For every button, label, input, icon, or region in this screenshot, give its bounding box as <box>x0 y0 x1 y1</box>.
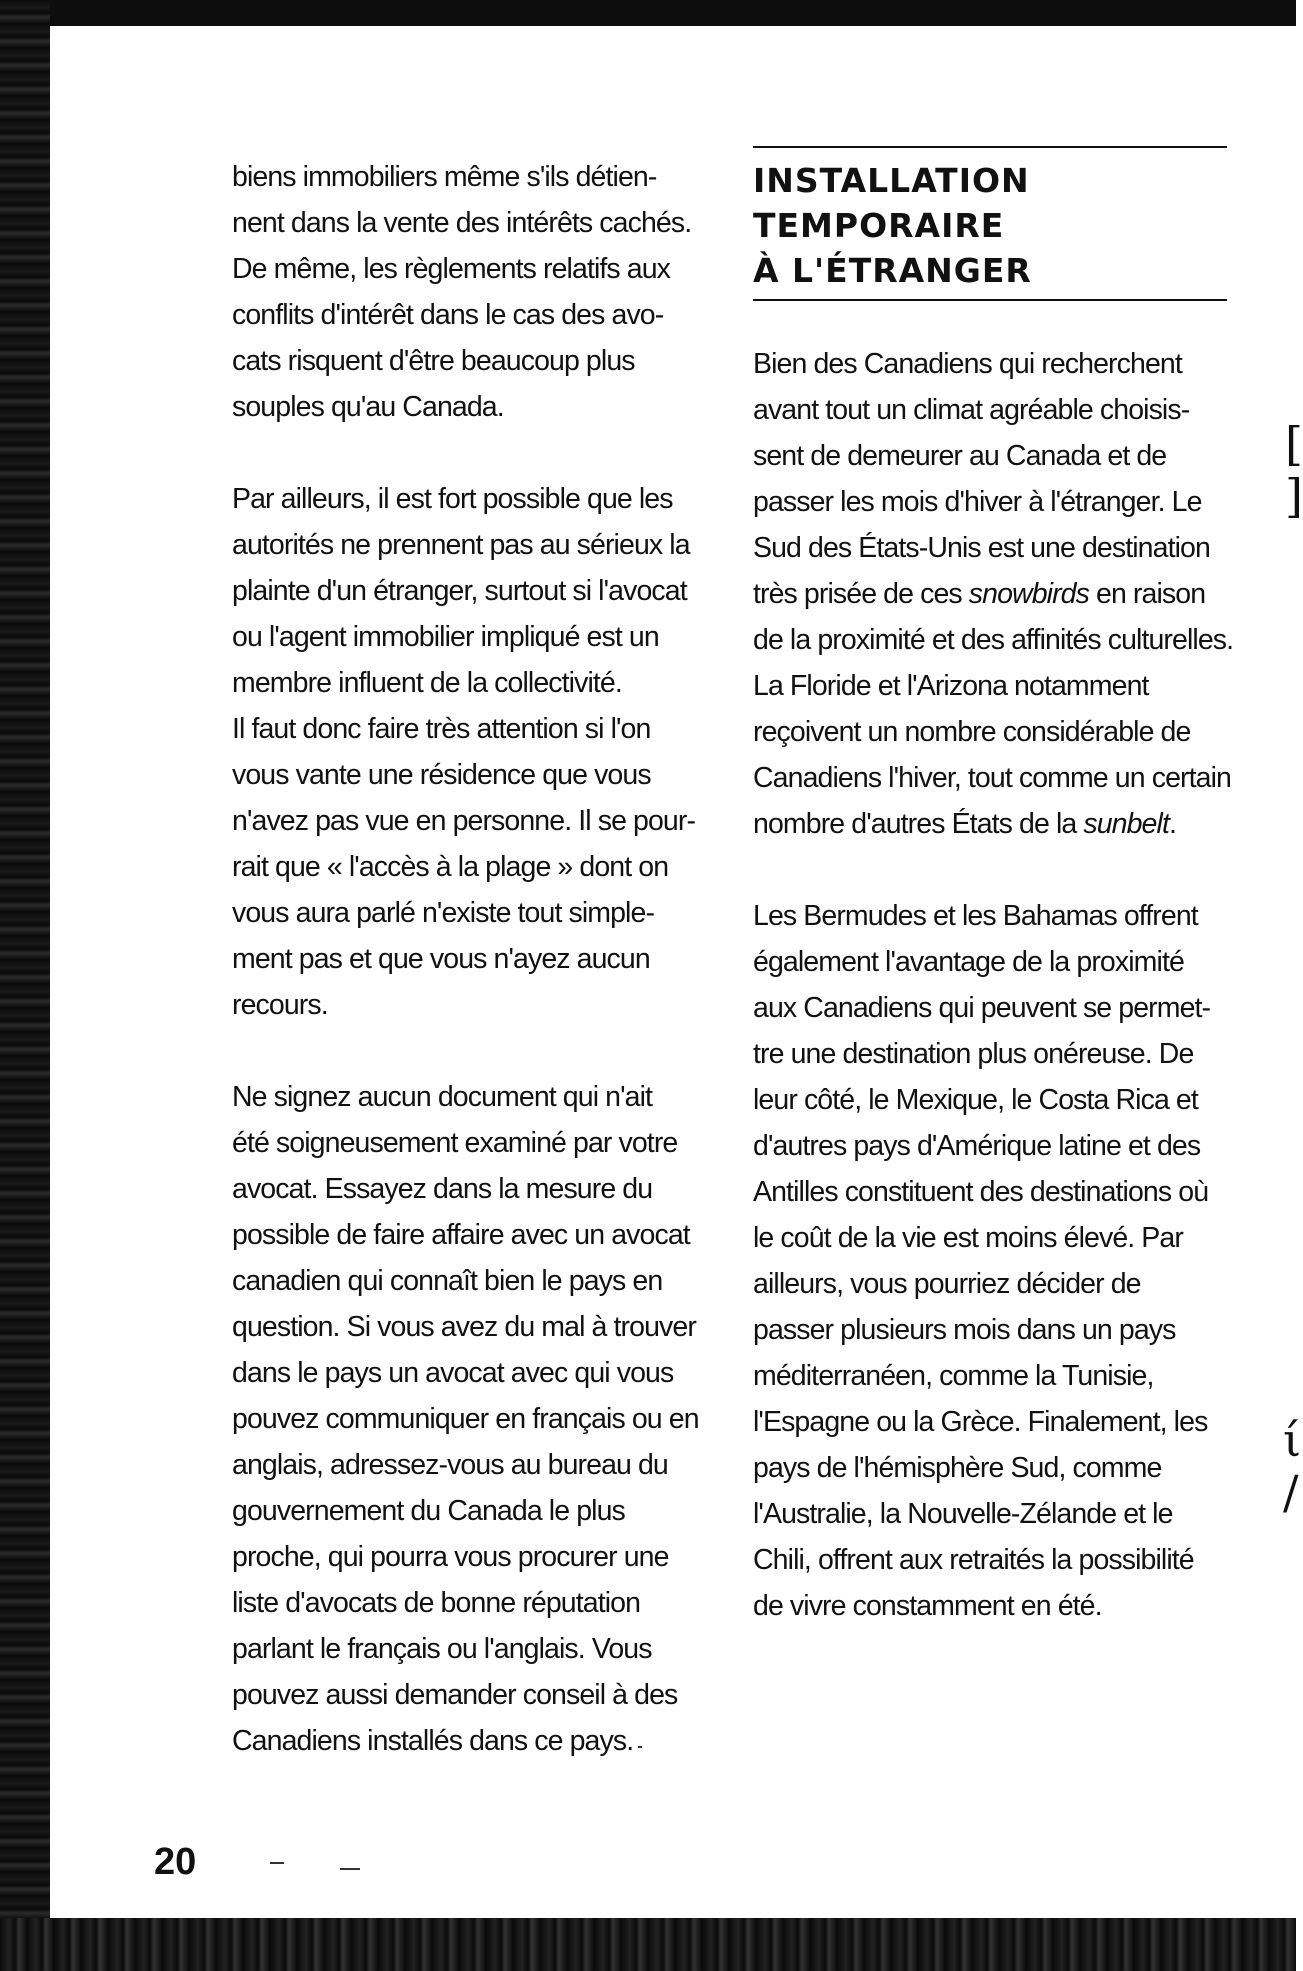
margin-mark-top: [ ] <box>1285 417 1303 523</box>
right-paragraph-1-part-b: en raison de la proximité et des affinités culturelles. La Floride et l'Arizona notamment reçoivent un nombre considérable de Canadiens l'hiver, tout comme un certain nombre d'autres États de la <box>753 578 1234 840</box>
right-paragraph-2: Les Bermudes et les Bahamas offrent également l'avantage de la proximité aux Canadiens qui peuvent se permet- tre une destination plus onéreuse. De leur côté, le Mexique, le Costa Rica et d'autres pays d'Amérique latine et des Antilles constituent des destinations où le coût de la vie est moins élevé. Par ailleurs, vous pourriez décider de passer plusieurs mois dans un pays méditerranéen, comme la Tunisie, l'Espagne ou la Grèce. Finalement, les pays de l'hémisphère Sud, comme l'Australie, la Nouvelle-Zélande et le Chili, offrent aux retraités la possibilité de vivre constamment en été. <box>753 900 1211 1622</box>
scan-border-top <box>0 0 1296 26</box>
scan-speck <box>270 1862 284 1864</box>
right-paragraph-1 <box>753 341 1243 847</box>
page-number: 20 <box>154 1841 197 1883</box>
snowbirds-term: snowbirds <box>968 578 1089 610</box>
scan-speck <box>638 1746 642 1748</box>
right-column <box>753 341 1243 1629</box>
scan-border-left <box>0 0 50 1971</box>
left-paragraph-2: Par ailleurs, il est fort possible que les autorités ne prennent pas au sérieux la plainte d'un étranger, surtout si l'avocat ou l'agent immobilier impliqué est un membre influent de la collectivité. Il faut donc faire très attention si l'on vous vante une résidence que vous n'avez pas vue en personne. Il se pour- rait que « l'accès à la plage » dont on vous aura parlé n'existe tout simple- ment pas et que vous n'ayez aucun recours. <box>232 483 696 1021</box>
right-paragraph-1-end: . <box>1168 808 1176 840</box>
right-paragraph-1-part-a: Bien des Canadiens qui recherchent avant tout un climat agréable choisis- sent de demeurer au Canada et de passer les mois d'hiver à l'étranger. Le Sud des États-Unis est une destination très prisée de ces <box>753 348 1210 610</box>
scan-speck <box>340 1868 360 1870</box>
left-column <box>232 154 722 1764</box>
heading-line-1: INSTALLATION <box>753 161 1030 200</box>
document-page <box>50 26 1303 1918</box>
left-paragraph-1: biens immobiliers même s'ils détien- nent dans la vente des intérêts cachés. De même, les règlements relatifs aux conflits d'intérêt dans le cas des avo- cats risquent d'être beaucoup plus souples qu'au Canada. <box>232 161 692 423</box>
sunbelt-term: sunbelt <box>1083 808 1169 840</box>
margin-mark-bottom: ί / <box>1283 1413 1302 1519</box>
heading-line-3: À L'ÉTRANGER <box>753 251 1032 290</box>
left-paragraph-3: Ne signez aucun document qui n'ait été soigneusement examiné par votre avocat. Essayez dans la mesure du possible de faire affaire avec un avocat canadien qui connaît bien le pays en question. Si vous avez du mal à trouver dans le pays un avocat avec qui vous pouvez communiquer en français ou en anglais, adressez-vous au bureau du gouvernement du Canada le plus proche, qui pourra vous procurer une liste d'avocats de bonne réputation parlant le français ou l'anglais. Vous pouvez aussi demander conseil à des Canadiens installés dans ce pays. <box>232 1081 699 1757</box>
scan-border-bottom <box>0 1918 1296 1971</box>
heading-line-2: TEMPORAIRE <box>753 206 1005 245</box>
section-heading <box>753 146 1227 301</box>
